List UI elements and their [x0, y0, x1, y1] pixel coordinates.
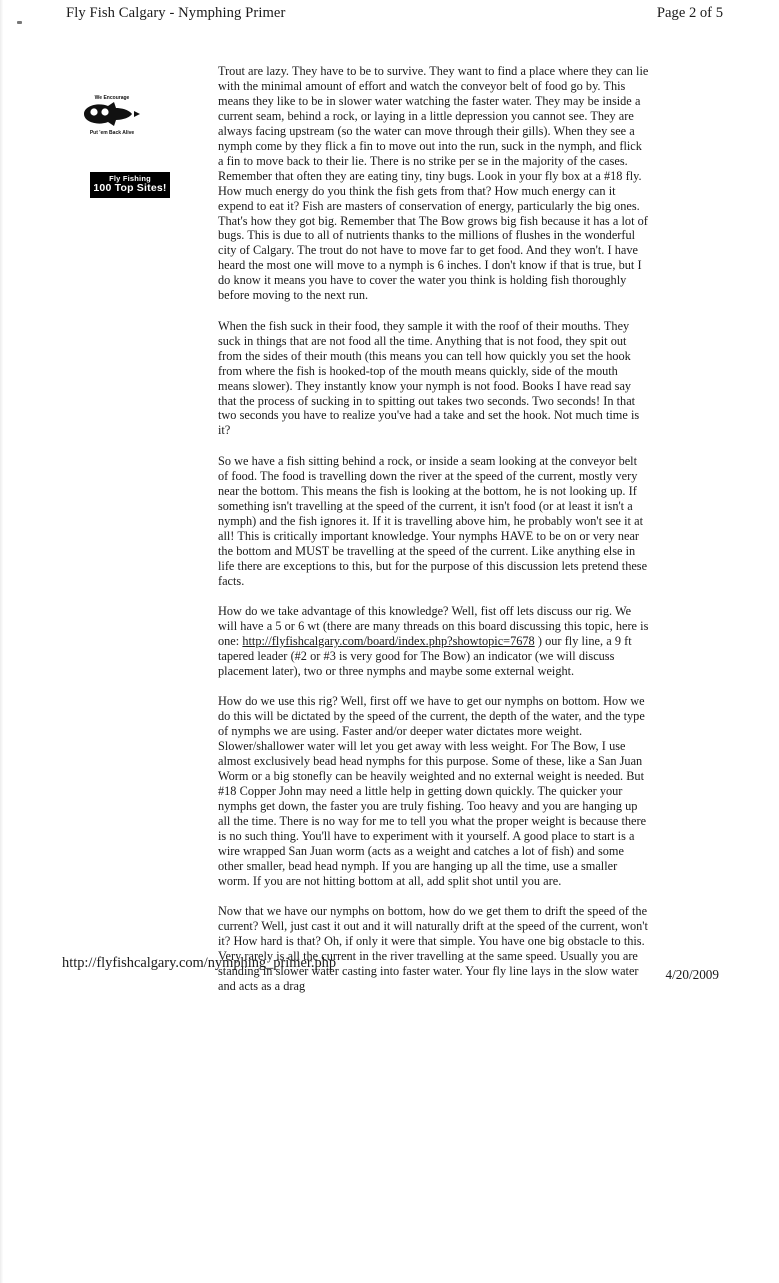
paragraph: Now that we have our nymphs on bottom, how do we get them to drift the speed of the current? Well, just cast it out and it will naturally drift at the speed of the current, won't it? How hard is that? Oh, if only it were that simple. You have one big obstacle to this. Very rarely is all the current in the river travelling at the same speed. Usually you are standing in slower water casting into faster water. Your fly line lays in the slow water and acts as a drag	[218, 904, 648, 993]
svg-text:Put 'em Back Alive: Put 'em Back Alive	[89, 130, 135, 136]
top-sites-badge[interactable]	[90, 172, 170, 198]
fish-catch-and-release-icon	[78, 92, 146, 136]
svg-text:We Encourage: We Encourage	[94, 95, 130, 101]
logo-column	[72, 92, 192, 194]
paragraph-text-after-link: ) our fly line, a 9 ft tapered leader (#2 or #3 is very good for The Bow) an indicator (we will discuss placement later), two or three nymphs and maybe some external weight.	[218, 633, 632, 678]
paragraph: So we have a fish sitting behind a rock, or inside a seam looking at the conveyor belt of food. The food is travelling down the river at the speed of the current, mostly very near the bottom. This means the fish is looking at the bottom, he is not looking up. If something isn't travelling at the speed of the current, it isn't food (or at least it isn't a nymph) and the fish ignores it. If it is travelling above him, he probably won't see it at all! This is critically important knowledge. Your nymphs HAVE to be on or very near the bottom and MUST be travelling at the speed of the current. Like anything else in life there are exceptions to this, but for the purpose of this discussion lets pretend these facts.	[218, 453, 648, 588]
top-sites-badge-line1: Fly Fishing	[109, 174, 151, 183]
page-footer	[0, 955, 779, 985]
paragraph-text-before-link: How do we take advantage of this knowledge? Well, fist off lets discuss our rig. We will have a 5 or 6 wt (there are many threads on this board discussing this topic, here is one:	[218, 603, 649, 648]
footer-source-url: http://flyfishcalgary.com/nymphing_primer.php	[62, 955, 337, 971]
page-header	[0, 5, 779, 29]
forum-thread-link[interactable]: http://flyfishcalgary.com/board/index.php?showtopic=7678	[242, 633, 535, 648]
scan-edge-artifact	[0, 0, 3, 1283]
paragraph: Trout are lazy. They have to be to survive. They want to find a place where they can lie with the minimal amount of effort and watch the conveyor belt of food go by. This means they like to be in slower water watching the faster water. They may be inside a current seam, behind a rock, or laying in a little depression you cannot see. They are always facing upstream (so the water can move through their gills). When they see a nymph come by they flick a fin to move out into the run, suck in the nymph, and flick a fin to move back to their lie. There is no strike per se in the majority of the cases. Remember that often they are eating tiny, tiny bugs. Look in your fly box at a #18 fly. How much energy do you think the fish gets from that? How much energy can it expend to eat it? Fish are masters of conservation of energy, particularly the big ones. That's how they got big. Remember that The Bow grows big fish because it has a lot of bugs. This is due to all of nutrients thanks to the millions of flushes in the wonderful city of Calgary. The trout do not have to move far to get food. And they won't. I have heard the most one will move to a nymph is 6 inches. I don't know if that is true, but I do know it means you have to cover the water you think is holding fish thoroughly before moving to the next run.	[218, 64, 649, 303]
paragraph: How do we use this rig? Well, first off we have to get our nymphs on bottom. How we do this will be dictated by the speed of the current, the depth of the water, and the type of nymphs we are using. Faster and/or deeper water dictates more weight. Slower/shallower water will let you get away with less weight. For The Bow, I use almost exclusively bead head nymphs for this purpose. Some of these, like a San Juan Worm or a big stonefly can be heavily weighted and no external weight is needed. But #18 Copper John may need a little help in getting down quickly. The quicker your nymphs get down, the faster you are truly fishing. Too heavy and you are hanging up all the time. There is no way for me to tell you what the proper weight is because there is no such thing. You'll have to experiment with it yourself. A good place to start is a wire wrapped San Juan worm (acts as a weight and catches a lot of fish) and some other smaller, bead head nymph. If you are hanging up all the time, use a smaller worm. If you are not hitting bottom at all, add split shot until you are.	[218, 694, 647, 888]
page-number-label: Page 2 of 5	[656, 5, 723, 21]
document-body	[218, 64, 650, 994]
page-title: Fly Fish Calgary - Nymphing Primer	[66, 5, 286, 21]
footer-print-date: 4/20/2009	[665, 967, 719, 982]
paragraph: When the fish suck in their food, they sample it with the roof of their mouths. They suck in things that are not food all the time. Anything that is not food, they spit out from the sides of their mouth (this means you can tell how quickly you set the hook from where the fish is hooked-top of the mouth means quickly, side of the mouth means slower). They instantly know your nymph is not food. Books I have read say that the process of sucking in to spitting out takes two seconds. Two seconds! In that two seconds you have to realize you've had a take and set the hook. Not much time is it?	[218, 318, 640, 438]
paragraph-with-link	[218, 604, 650, 679]
catch-and-release-logo	[78, 92, 146, 136]
top-sites-badge-line2: 100 Top Sites!	[93, 182, 167, 194]
